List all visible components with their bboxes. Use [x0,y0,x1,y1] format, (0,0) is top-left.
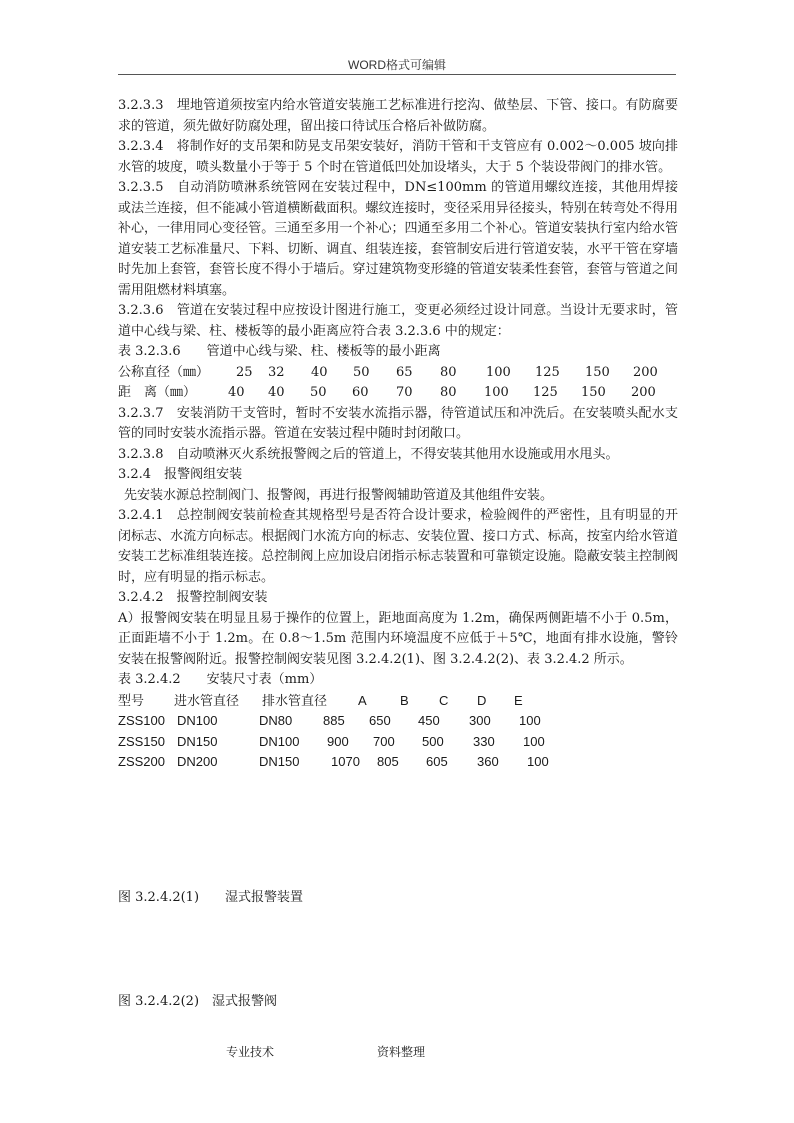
paragraph-3-2-4-2-a: A）报警阀安装在明显且易于操作的位置上，距地面高度为 1.2m，确保两侧距墙不小于 0.5m，正面距墙不小于 1.2m。在 0.8～1.5m 范围内环境温度不应低于＋5℃，地面有排水设施，警铃安装在报警阀附近。报警控制阀安装见图 3.2.4.2(1)、图 3.2.4.2(2)、表 3.2.4.2 所示。 [118,610,679,667]
header-rule [118,74,676,75]
table2-cell: 885 [323,713,345,728]
table-row [118,732,549,753]
table2-header-row [118,691,523,712]
table2-cell: DN100 [259,733,300,749]
table1-cell: 50 [353,364,370,380]
table1-caption: 表 3.2.3.6 管道中心线与梁、柱、楼板等的最小距离 [118,344,441,359]
table2-cell: DN150 [259,754,300,769]
paragraph-3-2-3-6: 3.2.3.6 管道在安装过程中应按设计图进行施工，变更必须经过设计同意。当设计无要求时，管道中心线与梁、柱、楼板等的最小距离应符合表 3.2.3.6 中的规定： [118,303,678,339]
table1-cell: 200 [633,364,658,380]
table2-cell: DN150 [177,733,218,749]
table2-cell: 100 [519,713,541,728]
table1-cell: 80 [440,385,457,400]
paragraph-3-2-3-3: 3.2.3.3 埋地管道须按室内给水管道安装施工艺标准进行挖沟、做垫层、下管、接口。有防腐要求的管道，须先做好防腐处理，留出接口待试压合格后补做防腐。 [118,98,678,134]
table2-cell: 805 [377,754,399,769]
table1-cell: 125 [533,385,558,400]
table-3-2-4-2-body [118,711,549,773]
table2-cell: 500 [422,733,444,749]
figure-caption-2: 图 3.2.4.2(2) 湿式报警阀 [118,994,278,1009]
table2-cell: 330 [473,733,495,749]
table1-cell: 25 [236,364,253,380]
paragraph-3-2-3-8: 3.2.3.8 自动喷淋灭火系统报警阀之后的管道上，不得安装其他用水设施或用水甩头。 [118,446,619,462]
table1-row1-label: 公称直径（㎜） [118,364,210,380]
table1-cell: 125 [535,364,560,380]
table-3-2-3-6-row2 [118,383,656,404]
table2-cell: 300 [469,713,491,728]
table2-header-cell: 排水管直径 [262,692,328,708]
table2-header-cell: B [400,692,409,708]
table1-cell: 100 [486,364,511,380]
table1-cell: 32 [268,364,285,380]
page-header: WORD格式可编辑 [348,58,446,72]
table2-header-cell: A [358,692,367,708]
document-body [118,96,678,773]
table2-header-cell: C [439,692,449,708]
table2-cell: 100 [523,733,545,749]
table2-cell: 450 [418,713,440,728]
table1-row-distance [118,383,656,404]
section-heading-3-2-4-2: 3.2.4.2 报警控制阀安装 [118,590,268,605]
table1-cell: 40 [311,364,328,380]
table1-row-diameter [118,363,658,384]
table-row [118,752,549,773]
table2-cell: 900 [327,733,349,749]
table1-cell: 40 [268,385,285,400]
table1-cell: 50 [310,385,327,400]
table2-cell: 700 [373,733,395,749]
footer-right: 资料整理 [377,1045,426,1059]
table2-cell: 100 [527,754,549,769]
table2-header-cell: 进水管直径 [174,692,240,708]
table1-row2-label: 距 离（㎜） [118,385,197,400]
table2-cell: DN80 [259,713,293,728]
table2-cell: DN200 [177,754,218,769]
table2-cell: 1070 [331,754,360,769]
table1-cell: 40 [228,385,245,400]
section-heading-3-2-4: 3.2.4 报警阀组安装 [118,467,243,482]
table1-cell: 150 [585,364,610,380]
table-row [118,711,549,732]
table2-header-cell: D [477,692,487,708]
paragraph-3-2-3-7: 3.2.3.7 安装消防干支管时，暂时不安装水流指示器，待管道试压和冲洗后。在安装喷头配水支管的同时安装水流指示器。管道在安装过程中随时封闭敞口。 [118,405,678,441]
table1-cell: 60 [352,385,369,400]
paragraph-intro-3-2-4: 先安装水源总控制阀门、报警阀，再进行报警阀辅助管道及其他组件安装。 [124,487,554,503]
table2-caption: 表 3.2.4.2 安装尺寸表（mm） [118,672,323,687]
figure-caption-1: 图 3.2.4.2(1) 湿式报警装置 [118,890,304,905]
table2-cell: ZSS150 [118,733,165,749]
table2-header-cell: 型号 [118,692,145,708]
table1-cell: 70 [396,385,413,400]
table1-cell: 100 [484,385,509,400]
table1-cell: 150 [581,385,606,400]
paragraph-3-2-4-1: 3.2.4.1 总控制阀安装前检查其规格型号是否符合设计要求，检验阀件的严密性，且有明显的开闭标志、水流方向标志。根据阀门水流方向的标志、安装位置、接口方式、标高，按室内给水管道安装工艺标准组装连接。总控制阀上应加设启闭指示标志装置和可靠锁定设施。隐蔽安装主控制阀时，应有明显的指示标志。 [118,508,678,585]
table-3-2-3-6 [118,363,658,384]
footer-left: 专业技术 [226,1045,275,1059]
table2-cell: 360 [477,754,499,769]
table2-cell: 650 [369,713,391,728]
table-3-2-4-2 [118,691,523,712]
paragraph-3-2-3-5: 3.2.3.5 自动消防喷淋系统管网在安装过程中，DN≤100mm 的管道用螺纹连接，其他用焊接或法兰连接，但不能减小管道横断截面积。螺纹连接时，变径采用异径接头，特别在转弯处不得用补心，一律用同心变径管。三通至多用一个补心；四通至多用二个补心。管道安装执行室内给水管道安装工艺标准量尺、下料、切断、调直、组装连接，套管制安后进行管道安装，水平干管在穿墙时先加上套管，套管长度不得小于墙后。穿过建筑物变形缝的管道安装柔性套管，套管与管道之间需用阻燃材料填塞。 [118,180,678,298]
table2-cell: 605 [426,754,448,769]
table1-cell: 80 [440,364,457,380]
table1-cell: 65 [396,364,413,380]
table2-cell: ZSS200 [118,754,165,769]
table2-header-cell: E [514,692,523,708]
table2-cell: DN100 [177,713,218,728]
paragraph-3-2-3-4: 3.2.3.4 将制作好的支吊架和防晃支吊架安装好，消防干管和干支管应有 0.002～0.005 坡向排水管的坡度，喷头数量小于等于 5 个时在管道低凹处加设堵头，大于 5 个装设带阀门的排水管。 [118,139,678,175]
table2-cell: ZSS100 [118,713,165,728]
table1-cell: 200 [631,385,656,400]
